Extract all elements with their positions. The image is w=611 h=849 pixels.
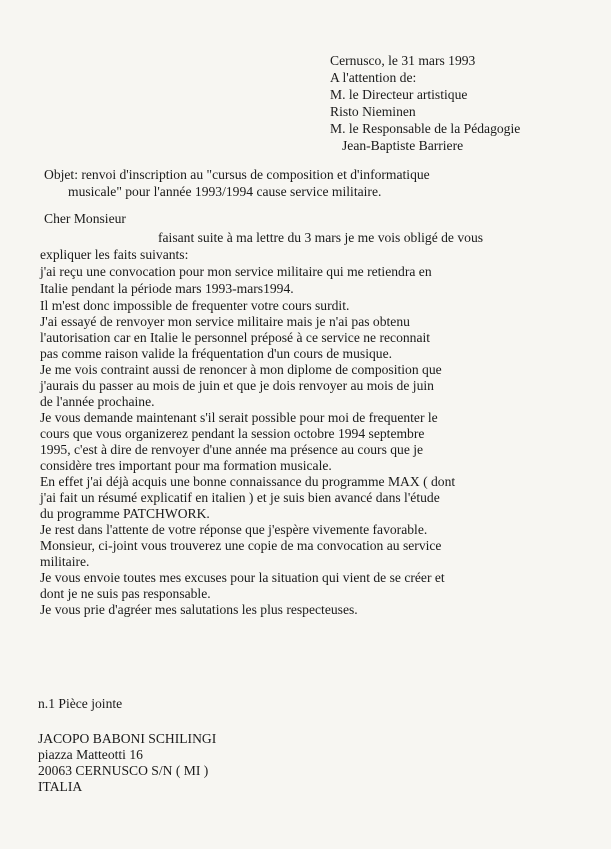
body-line: Monsieur, ci-joint vous trouverez une copie de ma convocation au service [40,538,442,553]
body-line: Je rest dans l'attente de votre réponse que j'espère vivemente favorable. [40,522,428,537]
recipient1-title: M. le Directeur artistique [330,87,468,102]
body-line: l'autorisation car en Italie le personnel préposé à ce service ne reconnait [40,330,431,345]
body-line: j'ai fait un résumé explicatif en italien ) et je suis bien avancé dans l'étude [40,490,440,505]
date-line: Cernusco, le 31 mars 1993 [330,53,476,68]
body-line: 1995, c'est à dire de renvoyer d'une année ma présence au cours que je [40,442,424,457]
body-line: J'ai essayé de renvoyer mon service militaire mais je n'ai pas obtenu [40,314,410,329]
body-line: Je vous demande maintenant s'il serait possible pour moi de frequenter le [40,410,438,425]
subject-line-2: musicale" pour l'année 1993/1994 cause service militaire. [68,184,382,199]
sender-name: JACOPO BABONI SCHILINGI [38,731,217,746]
subject-line-1: Objet: renvoi d'inscription au "cursus de composition et d'informatique [44,167,430,182]
body-line: pas comme raison valide la fréquentation d'un cours de musique. [40,346,393,361]
body-line: En effet j'ai déjà acquis une bonne connaissance du programme MAX ( dont [40,474,456,489]
body-line: j'ai reçu une convocation pour mon service militaire qui me retiendra en [40,264,432,279]
body-line: dont je ne suis pas responsable. [40,586,211,601]
salutation: Cher Monsieur [44,211,126,226]
body-line: Il m'est donc impossible de frequenter votre cours surdit. [40,298,350,313]
body-line: considère tres important pour ma formation musicale. [40,458,332,473]
enclosure-note: n.1 Pièce jointe [38,696,123,711]
body-line: de l'année prochaine. [40,394,155,409]
recipient2-title: M. le Responsable de la Pédagogie [330,121,521,136]
body-line: faisant suite à ma lettre du 3 mars je me vois obligé de vous [158,230,484,245]
body-line: expliquer les faits suivants: [40,247,189,262]
body-line: du programme PATCHWORK. [40,506,210,521]
body-line: cours que vous organizerez pendant la session octobre 1994 septembre [40,426,425,441]
sender-street: piazza Matteotti 16 [38,747,143,762]
body-line: Italie pendant la période mars 1993-mars1994. [40,281,294,296]
sender-country: ITALIA [38,779,83,794]
body-line: j'aurais du passer au mois de juin et que je dois renvoyer au mois de juin [40,378,434,393]
body-line: militaire. [40,554,90,569]
body-line: Je vous prie d'agréer mes salutations les plus respecteuses. [40,602,358,617]
recipient2-name: Jean-Baptiste Barriere [342,138,464,153]
sender-city: 20063 CERNUSCO S/N ( MI ) [38,763,209,778]
body-line: Je vous envoie toutes mes excuses pour la situation qui vient de se créer et [40,570,445,585]
recipient1-name: Risto Nieminen [330,104,416,119]
attention-line: A l'attention de: [330,70,417,85]
body-line: Je me vois contraint aussi de renoncer à mon diplome de composition que [40,362,442,377]
